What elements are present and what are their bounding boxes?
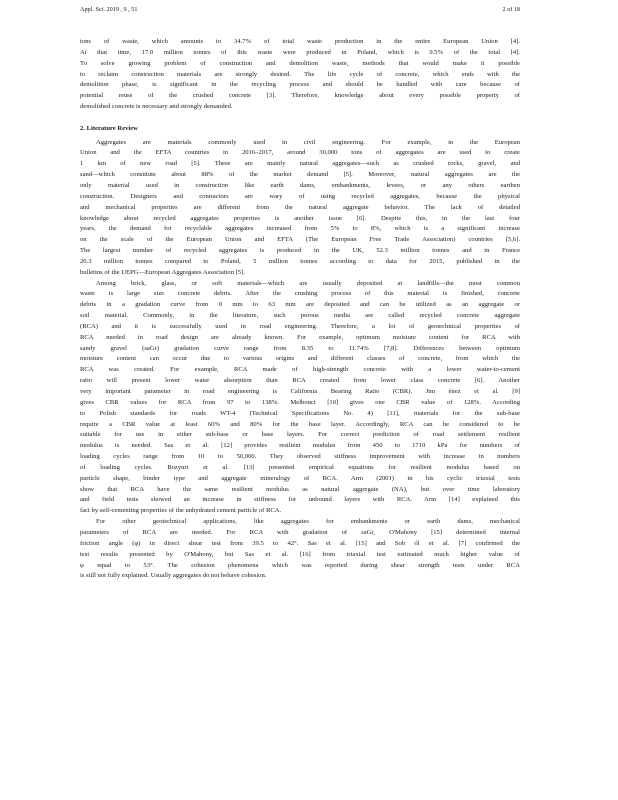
text-line: show that RCA have the same resilient modulus as natural aggregate (NA), but over time laboratory xyxy=(80,485,520,493)
text-line: years, the demand for recyclable aggregates increased from 5% to 8%, which is a significant increase xyxy=(80,225,520,233)
text-line: RCA was created. For example, RCA made of high-strength concrete with a lower water-to-cement xyxy=(80,366,520,374)
body-text xyxy=(80,37,520,582)
text-line: At that time, 17.0 million tonnes of this waste were produced in Poland, which is 9.5% of the total [4]. xyxy=(80,48,520,56)
text-line: and field tests showed an increase in stiffness for unbound layers with RCA. Arm [14] explained this xyxy=(80,496,520,504)
text-line: modulus is needed. Sas et al. [12] provides resilient modulus from 450 to 1710 kPa for numbers of xyxy=(80,442,520,450)
text-line: particle shape, binder type and aggregate mineralogy of RCA. Arm (2001) in his cyclic triaxial tests xyxy=(80,474,520,482)
text-line: loading cycles range from 10 to 50,000. They observed stiffness improvement with increase in numbers xyxy=(80,453,520,461)
text-line: For other geotechnical applications, like aggregates for embankments or earth dams, mechanical xyxy=(96,518,520,526)
text-line: of loading cycles. Bozyurt et al. [13] presented empirical equations for resilient modulus based on xyxy=(80,463,520,471)
text-line: gives CBR values for RCA from 97 to 138%. Melbouci [10] gives one CBR value of 128%. According xyxy=(80,398,520,406)
text-line: on the scale of the European Union and EFTA (The European Free Trade Association) countries [5,6]. xyxy=(80,236,520,244)
intro-paragraph xyxy=(80,37,520,113)
text-line: sand—which constitute about 88% of the market demand [5]. Moreover, natural aggregates are the xyxy=(80,171,520,179)
text-line: only material used in construction like earth dams, embankments, levees, or any others earthen xyxy=(80,181,520,189)
journal-citation: Appl. Sci. 2019 , 9 , 51 xyxy=(80,6,138,13)
text-line: debris in a gradation curve from 0 mm to 63 mm are deposited and can be utilized as an aggregate or xyxy=(80,301,520,309)
text-line: moisture content can occur due to various origins and different classes of concrete, from which the xyxy=(80,355,520,363)
text-line: to reclaim construction materials are strongly desired. The life cycle of concrete, which ends with the xyxy=(80,70,520,78)
text-line: demolished concrete is necessary and strongly demanded. xyxy=(80,103,233,111)
text-line: To solve growing problem of construction and demolition waste, methods that would make it possible xyxy=(80,59,520,67)
paragraph-aggregates xyxy=(80,138,520,279)
text-line: tons of waste, which amounts to 34.7% of total waste production in the entire European Union [4]. xyxy=(80,38,520,45)
text-line: suitable for use in either sub-base or base layers. For correct prediction of road settlement resilient xyxy=(80,431,520,439)
text-line: waste is large size concrete debris. After the crushing process of this material is finished, concrete xyxy=(80,290,520,298)
text-line: (RCA) and it is successfully used in road engineering. Therefore, a lot of geotechnical properties of xyxy=(80,322,520,330)
text-line: sandy gravel (saGr) gradation curve range from 8.35 to 11.74% [7,8]. Differences between optimum xyxy=(80,344,520,352)
text-line: Union and the EFTA countries in 2016–2017, around 30,000 tons of aggregates are used to create xyxy=(80,149,520,157)
text-line: knowledge about recycled aggregates properties is another issue [6]. Despite this, in the last four xyxy=(80,214,520,222)
text-line: friction angle (φ) in direct shear test from 39.5 to 42°. Sas et al. [15] and Sob ól et al. [7] confirmed the xyxy=(80,539,520,547)
running-header xyxy=(80,6,520,13)
text-line: ratio will present lower water absorption than RCA created from lower class concrete [6]. Another xyxy=(80,377,520,385)
text-line: fact by self-cementing properties of the unhydrated cement particle of RCA. xyxy=(80,507,282,515)
paragraph-geotechnical xyxy=(80,517,520,582)
text-line: is still not fully explained. Usually aggregates do not behave cohesion. xyxy=(80,572,267,580)
text-line: demolition phase, is significant in the recycling process and should be handled with care because of xyxy=(80,81,520,89)
text-line: φ equal to 53°. The cohesion phenomena which was reported during shear strength tests under RCA xyxy=(80,561,520,569)
text-line: 20.3 million tonnes compared to Poland, 5 million tonnes according to data for 2015, published in the xyxy=(80,257,520,265)
text-line: Among brick, glass, or soft materials—which are usually deposited at landfills—the most common xyxy=(96,279,520,287)
text-line: construction. Designers and contractors are wary of using recycled aggregates, because the physical xyxy=(80,192,520,200)
text-line: RCA needed in road design are already known. For example, optimum moisture content for RCA with xyxy=(80,333,520,341)
paragraph-rca xyxy=(80,279,520,518)
text-line: require a CBR value at least 60% and 80% for the base layer. Accordingly, RCA can be considered to be xyxy=(80,420,520,428)
text-line: test results presented by O'Mahony, but Sas et al. [16] from triaxial test estimated much higher value of xyxy=(80,550,520,558)
text-line: The largest number of recycled aggregates is produced in the UK, 52.3 million tonnes and in France xyxy=(80,247,520,255)
text-line: to Polish standards for roads WT-4 (Technical Specifications No. 4) [11], materials for the sub-base xyxy=(80,409,520,417)
text-line: 1 km of new road [5]. These are mainly natural aggregates—such as crushed rocks, gravel, and xyxy=(80,160,520,168)
text-line: bulletins of the UEPG—European Aggregates Association [5]. xyxy=(80,268,245,276)
text-line: parameters of RCA are needed. For RCA with gradation of saGr, O'Mahony [15] determined internal xyxy=(80,528,520,536)
text-line: very important parameter in road engineering is California Bearing Ratio (CBR). Jim énez et al. [9] xyxy=(80,388,520,395)
text-line: potential reuse of the crushed concrete [3]. Therefore, knowledge about every possible property of xyxy=(80,92,520,100)
text-line: soil material. Commonly, in the literature, such porous media are called recycled concrete aggregate xyxy=(80,312,520,320)
text-line: and mechanical properties are different from the natural aggregate behavior. The lack of detailed xyxy=(80,203,520,211)
text-line: Aggregates are materials commonly used in civil engineering. For example, in the European xyxy=(96,138,520,146)
section-heading: 2. Literature Review xyxy=(80,124,138,132)
page-number: 2 of 18 xyxy=(502,6,520,13)
